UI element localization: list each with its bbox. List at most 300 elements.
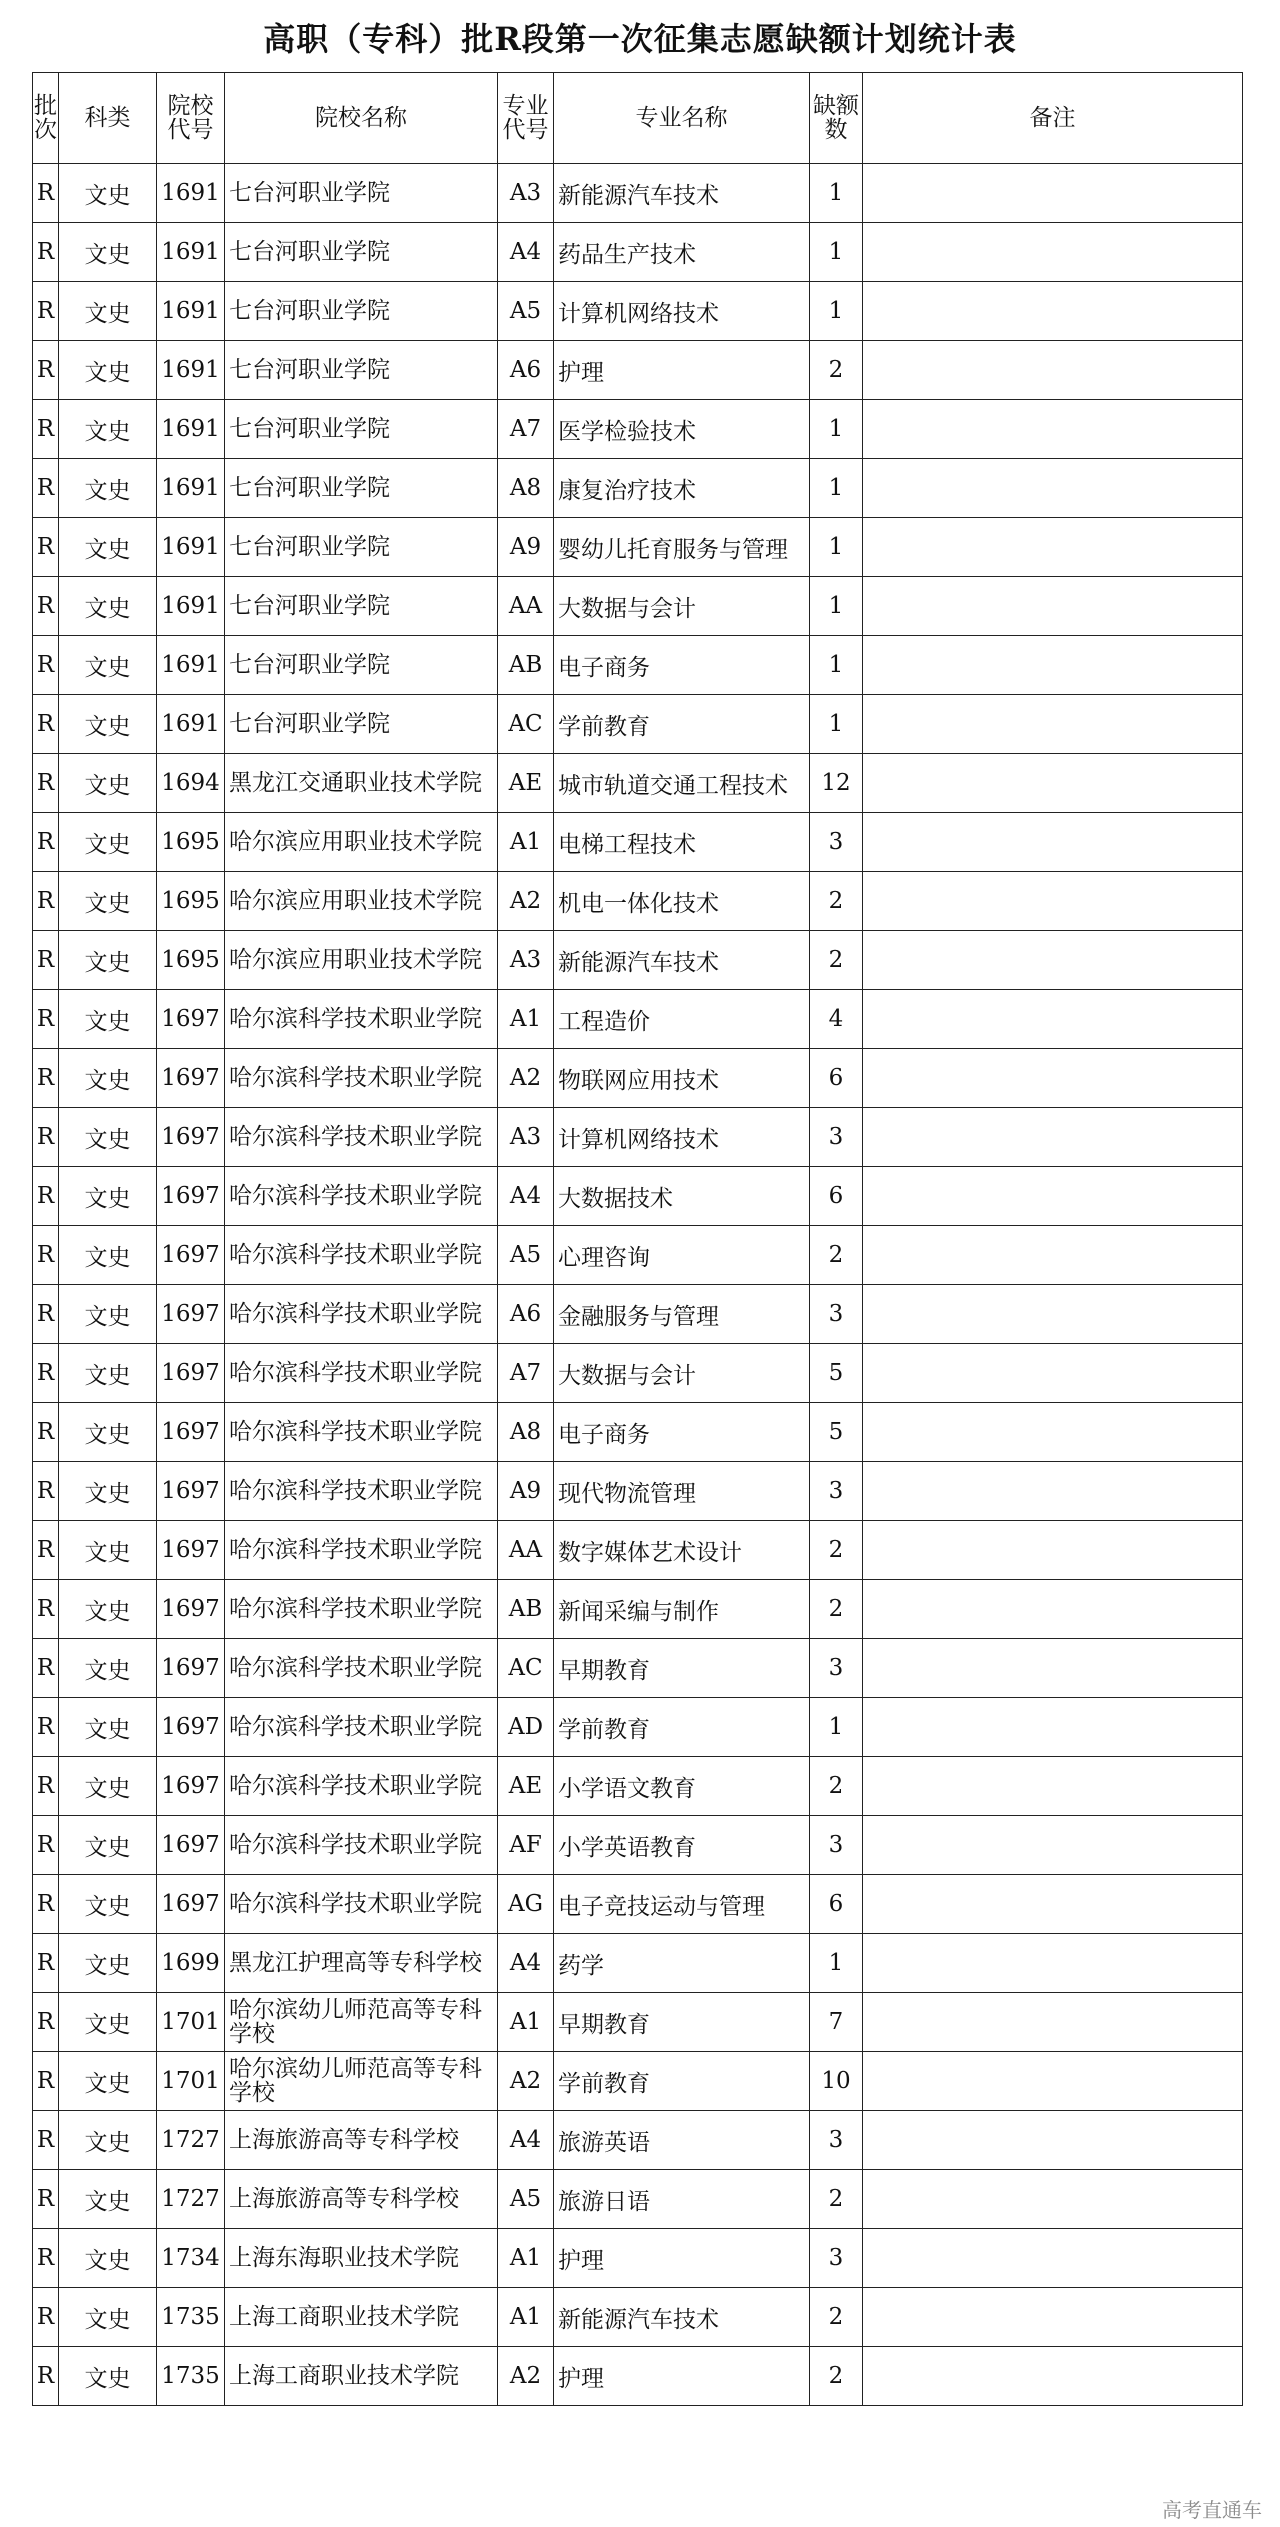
- cell-note: [863, 1226, 1243, 1285]
- cell-note: [863, 695, 1243, 754]
- cell-category: 文史: [59, 1934, 157, 1993]
- cell-school-name: 哈尔滨科学技术职业学院: [225, 1285, 498, 1344]
- cell-category: 文史: [59, 1344, 157, 1403]
- table-row: [33, 1403, 1243, 1462]
- cell-major-code: A1: [498, 990, 554, 1049]
- cell-major-code: AE: [498, 1757, 554, 1816]
- cell-vacancy: 1: [810, 1698, 863, 1757]
- cell-vacancy: 6: [810, 1049, 863, 1108]
- cell-category: 文史: [59, 1580, 157, 1639]
- cell-school-name: 哈尔滨科学技术职业学院: [225, 1757, 498, 1816]
- cell-school-name: 七台河职业学院: [225, 636, 498, 695]
- cell-major-name: 城市轨道交通工程技术: [554, 754, 810, 813]
- header-school-code: 院校代号: [157, 73, 225, 164]
- cell-school-name: 哈尔滨幼儿师范高等专科学校: [225, 1993, 498, 2052]
- cell-major-code: A5: [498, 2170, 554, 2229]
- cell-school-name: 七台河职业学院: [225, 459, 498, 518]
- cell-major-code: A2: [498, 2052, 554, 2111]
- cell-school-code: 1691: [157, 400, 225, 459]
- cell-major-code: A4: [498, 1934, 554, 1993]
- table-row: [33, 1462, 1243, 1521]
- cell-school-code: 1694: [157, 754, 225, 813]
- table-row: [33, 1285, 1243, 1344]
- table-row: [33, 2111, 1243, 2170]
- cell-note: [863, 1344, 1243, 1403]
- cell-note: [863, 1049, 1243, 1108]
- cell-batch: R: [33, 1698, 59, 1757]
- cell-major-name: 大数据与会计: [554, 577, 810, 636]
- header-major-name: 专业名称: [554, 73, 810, 164]
- cell-batch: R: [33, 1226, 59, 1285]
- cell-major-code: A5: [498, 1226, 554, 1285]
- cell-school-name: 哈尔滨科学技术职业学院: [225, 1816, 498, 1875]
- cell-note: [863, 2229, 1243, 2288]
- cell-vacancy: 12: [810, 754, 863, 813]
- cell-vacancy: 10: [810, 2052, 863, 2111]
- table-row: [33, 1993, 1243, 2052]
- cell-major-code: A5: [498, 282, 554, 341]
- cell-vacancy: 6: [810, 1167, 863, 1226]
- cell-category: 文史: [59, 636, 157, 695]
- cell-vacancy: 4: [810, 990, 863, 1049]
- cell-school-name: 上海工商职业技术学院: [225, 2347, 498, 2406]
- table-row: [33, 1580, 1243, 1639]
- cell-batch: R: [33, 459, 59, 518]
- cell-major-name: 医学检验技术: [554, 400, 810, 459]
- cell-major-code: A4: [498, 1167, 554, 1226]
- table-row: [33, 872, 1243, 931]
- cell-school-code: 1691: [157, 164, 225, 223]
- cell-batch: R: [33, 2111, 59, 2170]
- cell-school-code: 1697: [157, 1462, 225, 1521]
- cell-school-code: 1691: [157, 577, 225, 636]
- cell-category: 文史: [59, 931, 157, 990]
- cell-school-code: 1697: [157, 1639, 225, 1698]
- cell-vacancy: 2: [810, 1757, 863, 1816]
- cell-school-code: 1691: [157, 636, 225, 695]
- cell-batch: R: [33, 2288, 59, 2347]
- cell-note: [863, 1698, 1243, 1757]
- table-row: [33, 990, 1243, 1049]
- table-body: [33, 164, 1243, 2406]
- cell-major-name: 护理: [554, 2229, 810, 2288]
- cell-major-code: AF: [498, 1816, 554, 1875]
- cell-school-code: 1697: [157, 1875, 225, 1934]
- cell-note: [863, 636, 1243, 695]
- cell-school-name: 黑龙江护理高等专科学校: [225, 1934, 498, 1993]
- cell-vacancy: 1: [810, 164, 863, 223]
- cell-school-code: 1691: [157, 341, 225, 400]
- cell-school-code: 1697: [157, 1757, 225, 1816]
- cell-major-name: 新能源汽车技术: [554, 2288, 810, 2347]
- cell-note: [863, 1521, 1243, 1580]
- cell-major-code: AD: [498, 1698, 554, 1757]
- cell-school-name: 上海旅游高等专科学校: [225, 2111, 498, 2170]
- cell-school-name: 哈尔滨应用职业技术学院: [225, 872, 498, 931]
- cell-category: 文史: [59, 164, 157, 223]
- cell-major-name: 计算机网络技术: [554, 282, 810, 341]
- cell-vacancy: 1: [810, 518, 863, 577]
- cell-batch: R: [33, 1403, 59, 1462]
- cell-vacancy: 6: [810, 1875, 863, 1934]
- table-row: [33, 1226, 1243, 1285]
- cell-note: [863, 223, 1243, 282]
- cell-school-name: 哈尔滨科学技术职业学院: [225, 1580, 498, 1639]
- table-row: [33, 518, 1243, 577]
- cell-major-name: 新闻采编与制作: [554, 1580, 810, 1639]
- cell-batch: R: [33, 2347, 59, 2406]
- cell-school-code: 1691: [157, 459, 225, 518]
- table-row: [33, 754, 1243, 813]
- header-vacancy: 缺额数: [810, 73, 863, 164]
- cell-school-code: 1697: [157, 1108, 225, 1167]
- cell-school-name: 上海东海职业技术学院: [225, 2229, 498, 2288]
- cell-school-code: 1695: [157, 931, 225, 990]
- cell-category: 文史: [59, 1108, 157, 1167]
- cell-batch: R: [33, 813, 59, 872]
- cell-school-code: 1734: [157, 2229, 225, 2288]
- cell-major-code: AB: [498, 1580, 554, 1639]
- cell-vacancy: 3: [810, 1462, 863, 1521]
- cell-vacancy: 2: [810, 2170, 863, 2229]
- cell-category: 文史: [59, 459, 157, 518]
- cell-major-name: 数字媒体艺术设计: [554, 1521, 810, 1580]
- cell-school-code: 1735: [157, 2288, 225, 2347]
- cell-major-name: 婴幼儿托育服务与管理: [554, 518, 810, 577]
- cell-batch: R: [33, 1049, 59, 1108]
- cell-school-name: 上海旅游高等专科学校: [225, 2170, 498, 2229]
- cell-school-name: 哈尔滨科学技术职业学院: [225, 1167, 498, 1226]
- cell-vacancy: 3: [810, 1285, 863, 1344]
- table-row: [33, 2170, 1243, 2229]
- cell-category: 文史: [59, 2229, 157, 2288]
- cell-batch: R: [33, 1580, 59, 1639]
- cell-school-name: 哈尔滨科学技术职业学院: [225, 1403, 498, 1462]
- cell-vacancy: 1: [810, 1934, 863, 1993]
- cell-category: 文史: [59, 1521, 157, 1580]
- cell-school-name: 七台河职业学院: [225, 518, 498, 577]
- cell-major-code: AA: [498, 577, 554, 636]
- cell-category: 文史: [59, 1639, 157, 1698]
- cell-batch: R: [33, 577, 59, 636]
- cell-major-name: 护理: [554, 2347, 810, 2406]
- cell-school-code: 1697: [157, 1521, 225, 1580]
- cell-category: 文史: [59, 2347, 157, 2406]
- watermark-text: 高考直通车: [1162, 2498, 1262, 2522]
- cell-note: [863, 931, 1243, 990]
- cell-category: 文史: [59, 695, 157, 754]
- cell-vacancy: 2: [810, 872, 863, 931]
- cell-school-name: 哈尔滨科学技术职业学院: [225, 1698, 498, 1757]
- cell-vacancy: 2: [810, 931, 863, 990]
- cell-category: 文史: [59, 872, 157, 931]
- cell-note: [863, 1403, 1243, 1462]
- cell-school-name: 七台河职业学院: [225, 577, 498, 636]
- table-row: [33, 282, 1243, 341]
- cell-category: 文史: [59, 223, 157, 282]
- cell-batch: R: [33, 1344, 59, 1403]
- cell-vacancy: 2: [810, 341, 863, 400]
- cell-major-code: A1: [498, 2229, 554, 2288]
- cell-major-code: A2: [498, 872, 554, 931]
- cell-major-name: 学前教育: [554, 695, 810, 754]
- cell-major-code: AE: [498, 754, 554, 813]
- cell-vacancy: 1: [810, 282, 863, 341]
- cell-batch: R: [33, 2229, 59, 2288]
- cell-category: 文史: [59, 577, 157, 636]
- cell-school-code: 1691: [157, 282, 225, 341]
- cell-school-code: 1735: [157, 2347, 225, 2406]
- cell-major-name: 计算机网络技术: [554, 1108, 810, 1167]
- cell-major-code: A8: [498, 1403, 554, 1462]
- table-row: [33, 2288, 1243, 2347]
- cell-major-name: 早期教育: [554, 1639, 810, 1698]
- table-row: [33, 2229, 1243, 2288]
- table-row: [33, 577, 1243, 636]
- cell-major-code: A2: [498, 1049, 554, 1108]
- cell-major-name: 康复治疗技术: [554, 459, 810, 518]
- table-header-row: [33, 73, 1243, 164]
- cell-major-name: 机电一体化技术: [554, 872, 810, 931]
- cell-category: 文史: [59, 1403, 157, 1462]
- table-row: [33, 1757, 1243, 1816]
- cell-major-name: 电梯工程技术: [554, 813, 810, 872]
- table-row: [33, 459, 1243, 518]
- cell-batch: R: [33, 2170, 59, 2229]
- cell-school-name: 哈尔滨科学技术职业学院: [225, 1226, 498, 1285]
- cell-vacancy: 1: [810, 459, 863, 518]
- cell-vacancy: 3: [810, 1108, 863, 1167]
- cell-vacancy: 2: [810, 1226, 863, 1285]
- cell-vacancy: 7: [810, 1993, 863, 2052]
- cell-major-name: 电子竞技运动与管理: [554, 1875, 810, 1934]
- cell-batch: R: [33, 282, 59, 341]
- cell-school-code: 1691: [157, 695, 225, 754]
- cell-school-name: 哈尔滨应用职业技术学院: [225, 931, 498, 990]
- cell-batch: R: [33, 1993, 59, 2052]
- cell-school-code: 1701: [157, 2052, 225, 2111]
- cell-vacancy: 1: [810, 577, 863, 636]
- cell-school-name: 七台河职业学院: [225, 164, 498, 223]
- cell-category: 文史: [59, 1698, 157, 1757]
- cell-school-code: 1695: [157, 872, 225, 931]
- table-row: [33, 1167, 1243, 1226]
- cell-school-code: 1697: [157, 1285, 225, 1344]
- header-school-name: 院校名称: [225, 73, 498, 164]
- table-row: [33, 1521, 1243, 1580]
- cell-category: 文史: [59, 518, 157, 577]
- cell-batch: R: [33, 695, 59, 754]
- cell-school-code: 1691: [157, 518, 225, 577]
- cell-note: [863, 459, 1243, 518]
- cell-major-code: A3: [498, 931, 554, 990]
- cell-major-name: 新能源汽车技术: [554, 931, 810, 990]
- table-row: [33, 2052, 1243, 2111]
- table-row: [33, 813, 1243, 872]
- cell-category: 文史: [59, 1285, 157, 1344]
- table-row: [33, 341, 1243, 400]
- cell-school-name: 哈尔滨科学技术职业学院: [225, 1875, 498, 1934]
- cell-vacancy: 2: [810, 1580, 863, 1639]
- cell-batch: R: [33, 1757, 59, 1816]
- cell-school-name: 哈尔滨科学技术职业学院: [225, 990, 498, 1049]
- cell-school-name: 七台河职业学院: [225, 400, 498, 459]
- cell-batch: R: [33, 341, 59, 400]
- cell-category: 文史: [59, 400, 157, 459]
- cell-school-name: 哈尔滨科学技术职业学院: [225, 1049, 498, 1108]
- cell-note: [863, 2288, 1243, 2347]
- cell-batch: R: [33, 872, 59, 931]
- cell-school-name: 七台河职业学院: [225, 282, 498, 341]
- cell-major-name: 大数据与会计: [554, 1344, 810, 1403]
- cell-school-name: 哈尔滨科学技术职业学院: [225, 1108, 498, 1167]
- cell-major-name: 新能源汽车技术: [554, 164, 810, 223]
- cell-major-code: A7: [498, 1344, 554, 1403]
- cell-major-name: 工程造价: [554, 990, 810, 1049]
- cell-major-code: A7: [498, 400, 554, 459]
- cell-batch: R: [33, 931, 59, 990]
- cell-major-name: 现代物流管理: [554, 1462, 810, 1521]
- cell-note: [863, 813, 1243, 872]
- cell-major-code: A3: [498, 164, 554, 223]
- cell-major-code: AC: [498, 695, 554, 754]
- cell-batch: R: [33, 754, 59, 813]
- cell-vacancy: 3: [810, 2229, 863, 2288]
- cell-note: [863, 341, 1243, 400]
- cell-school-name: 哈尔滨科学技术职业学院: [225, 1344, 498, 1403]
- cell-school-code: 1697: [157, 1403, 225, 1462]
- cell-vacancy: 1: [810, 695, 863, 754]
- cell-school-code: 1697: [157, 1344, 225, 1403]
- cell-school-name: 上海工商职业技术学院: [225, 2288, 498, 2347]
- cell-major-name: 心理咨询: [554, 1226, 810, 1285]
- cell-note: [863, 754, 1243, 813]
- cell-vacancy: 2: [810, 1521, 863, 1580]
- cell-note: [863, 1285, 1243, 1344]
- cell-category: 文史: [59, 282, 157, 341]
- cell-major-name: 金融服务与管理: [554, 1285, 810, 1344]
- table-row: [33, 1049, 1243, 1108]
- header-note: 备注: [863, 73, 1243, 164]
- cell-batch: R: [33, 1521, 59, 1580]
- cell-vacancy: 3: [810, 2111, 863, 2170]
- cell-major-code: A6: [498, 341, 554, 400]
- cell-category: 文史: [59, 754, 157, 813]
- cell-category: 文史: [59, 2288, 157, 2347]
- cell-school-code: 1697: [157, 1167, 225, 1226]
- cell-major-code: A8: [498, 459, 554, 518]
- cell-school-name: 七台河职业学院: [225, 695, 498, 754]
- cell-note: [863, 577, 1243, 636]
- cell-batch: R: [33, 1167, 59, 1226]
- cell-note: [863, 990, 1243, 1049]
- cell-category: 文史: [59, 990, 157, 1049]
- table-row: [33, 223, 1243, 282]
- table-row: [33, 1698, 1243, 1757]
- cell-major-code: A4: [498, 2111, 554, 2170]
- cell-batch: R: [33, 518, 59, 577]
- cell-major-code: A3: [498, 1108, 554, 1167]
- cell-batch: R: [33, 1108, 59, 1167]
- cell-major-code: A4: [498, 223, 554, 282]
- cell-major-code: A2: [498, 2347, 554, 2406]
- cell-category: 文史: [59, 341, 157, 400]
- table-row: [33, 1344, 1243, 1403]
- cell-note: [863, 1108, 1243, 1167]
- cell-note: [863, 2052, 1243, 2111]
- cell-school-code: 1701: [157, 1993, 225, 2052]
- cell-school-code: 1699: [157, 1934, 225, 1993]
- cell-major-name: 学前教育: [554, 2052, 810, 2111]
- cell-school-name: 七台河职业学院: [225, 223, 498, 282]
- cell-vacancy: 1: [810, 223, 863, 282]
- cell-vacancy: 2: [810, 2347, 863, 2406]
- cell-school-code: 1697: [157, 990, 225, 1049]
- cell-major-name: 小学语文教育: [554, 1757, 810, 1816]
- cell-note: [863, 1639, 1243, 1698]
- cell-category: 文史: [59, 1462, 157, 1521]
- cell-batch: R: [33, 990, 59, 1049]
- cell-major-name: 药品生产技术: [554, 223, 810, 282]
- cell-vacancy: 1: [810, 400, 863, 459]
- cell-batch: R: [33, 1934, 59, 1993]
- table-row: [33, 2347, 1243, 2406]
- cell-batch: R: [33, 1285, 59, 1344]
- cell-note: [863, 2347, 1243, 2406]
- cell-major-name: 物联网应用技术: [554, 1049, 810, 1108]
- cell-major-name: 早期教育: [554, 1993, 810, 2052]
- cell-vacancy: 5: [810, 1403, 863, 1462]
- cell-note: [863, 164, 1243, 223]
- cell-major-code: AA: [498, 1521, 554, 1580]
- cell-category: 文史: [59, 1875, 157, 1934]
- table-row: [33, 1108, 1243, 1167]
- cell-note: [863, 400, 1243, 459]
- cell-major-name: 小学英语教育: [554, 1816, 810, 1875]
- cell-vacancy: 2: [810, 2288, 863, 2347]
- table-row: [33, 400, 1243, 459]
- cell-major-code: A9: [498, 518, 554, 577]
- table-row: [33, 164, 1243, 223]
- cell-major-name: 旅游日语: [554, 2170, 810, 2229]
- cell-note: [863, 1757, 1243, 1816]
- cell-note: [863, 1580, 1243, 1639]
- cell-major-code: A1: [498, 813, 554, 872]
- cell-batch: R: [33, 400, 59, 459]
- cell-major-name: 护理: [554, 341, 810, 400]
- cell-major-name: 旅游英语: [554, 2111, 810, 2170]
- cell-major-code: A6: [498, 1285, 554, 1344]
- cell-vacancy: 1: [810, 636, 863, 695]
- cell-category: 文史: [59, 1226, 157, 1285]
- cell-note: [863, 518, 1243, 577]
- cell-batch: R: [33, 1639, 59, 1698]
- cell-batch: R: [33, 1875, 59, 1934]
- cell-major-code: AB: [498, 636, 554, 695]
- cell-note: [863, 1934, 1243, 1993]
- cell-school-code: 1727: [157, 2111, 225, 2170]
- cell-category: 文史: [59, 1167, 157, 1226]
- cell-category: 文史: [59, 1049, 157, 1108]
- cell-batch: R: [33, 2052, 59, 2111]
- header-category: 科类: [59, 73, 157, 164]
- table-row: [33, 1875, 1243, 1934]
- cell-vacancy: 3: [810, 813, 863, 872]
- table-row: [33, 931, 1243, 990]
- cell-batch: R: [33, 1462, 59, 1521]
- cell-category: 文史: [59, 2111, 157, 2170]
- cell-category: 文史: [59, 1993, 157, 2052]
